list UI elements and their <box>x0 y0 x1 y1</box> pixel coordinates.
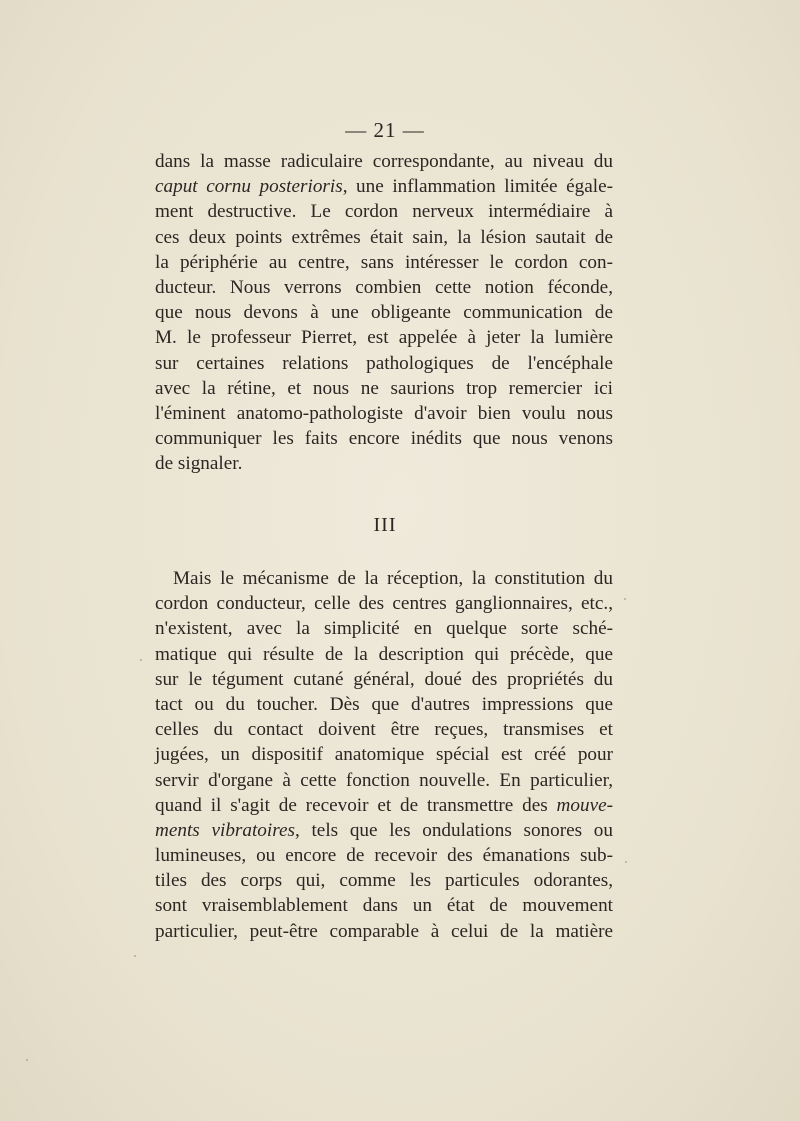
text-line: sur le tégument cutané général, doué des propriétés du <box>155 668 613 690</box>
paper-speck <box>625 861 627 863</box>
italic-term: mouve- <box>556 794 613 816</box>
text-line: caput cornu posterioris, une inflammation limitée égale- <box>155 176 613 198</box>
text-line: tact ou du toucher. Dès que d'autres impressions que <box>155 693 613 715</box>
text-line: celles du contact doivent être reçues, transmises et <box>155 719 613 741</box>
paper-speck <box>26 1059 28 1061</box>
text-line: l'éminent anatomo-pathologiste d'avoir bien voulu nous <box>155 402 613 424</box>
text-line: ces deux points extrêmes était sain, la lésion sautait de <box>155 226 613 248</box>
paragraph-1 <box>155 149 613 476</box>
section-heading: III <box>373 514 397 536</box>
italic-term: ments vibratoires <box>155 819 295 841</box>
text-line: sont vraisemblablement dans un état de mouvement <box>155 895 613 917</box>
text-line: ments vibratoires, tels que les ondulations sonores ou <box>155 819 613 841</box>
text-line: n'existent, avec la simplicité en quelque sorte sché- <box>155 618 613 640</box>
text-line: quand il s'agit de recevoir et de transmettre des mouve- <box>155 794 613 816</box>
paragraph-2 <box>155 566 613 944</box>
text-line: la périphérie au centre, sans intéresser le cordon con- <box>155 251 613 273</box>
text-line: matique qui résulte de la description qui précède, que <box>155 643 613 665</box>
text-line: lumineuses, ou encore de recevoir des émanations sub- <box>155 845 613 867</box>
text-line: Mais le mécanisme de la réception, la constitution du <box>173 568 613 589</box>
paper-speck <box>140 659 142 661</box>
text-line: avec la rétine, et nous ne saurions trop remercier ici <box>155 377 613 399</box>
text-line: ment destructive. Le cordon nerveux intermédiaire à <box>155 201 613 223</box>
text-line: sur certaines relations pathologiques de l'encéphale <box>155 352 613 374</box>
paper-speck <box>624 598 626 600</box>
text-line: tiles des corps qui, comme les particules odorantes, <box>155 870 613 892</box>
text-line: ducteur. Nous verrons combien cette notion féconde, <box>155 276 613 298</box>
text-line: M. le professeur Pierret, est appelée à jeter la lumière <box>155 327 613 349</box>
text-line: que nous devons à une obligeante communication de <box>155 302 613 324</box>
text-line: servir d'organe à cette fonction nouvelle. En particulier, <box>155 769 613 791</box>
page-number: — 21 — <box>345 118 425 142</box>
italic-term: caput cornu posterioris <box>155 176 343 198</box>
text-line: dans la masse radiculaire correspondante, au niveau du <box>155 151 613 172</box>
text-line: de signaler. <box>155 453 243 475</box>
text-line: particulier, peut-être comparable à celui de la matière <box>155 920 613 942</box>
text-line: cordon conducteur, celle des centres ganglionnaires, etc., <box>155 593 613 615</box>
text-line: jugées, un dispositif anatomique spécial est créé pour <box>155 744 613 766</box>
paper-speck <box>134 955 136 957</box>
text-line: communiquer les faits encore inédits que nous venons <box>155 428 613 450</box>
